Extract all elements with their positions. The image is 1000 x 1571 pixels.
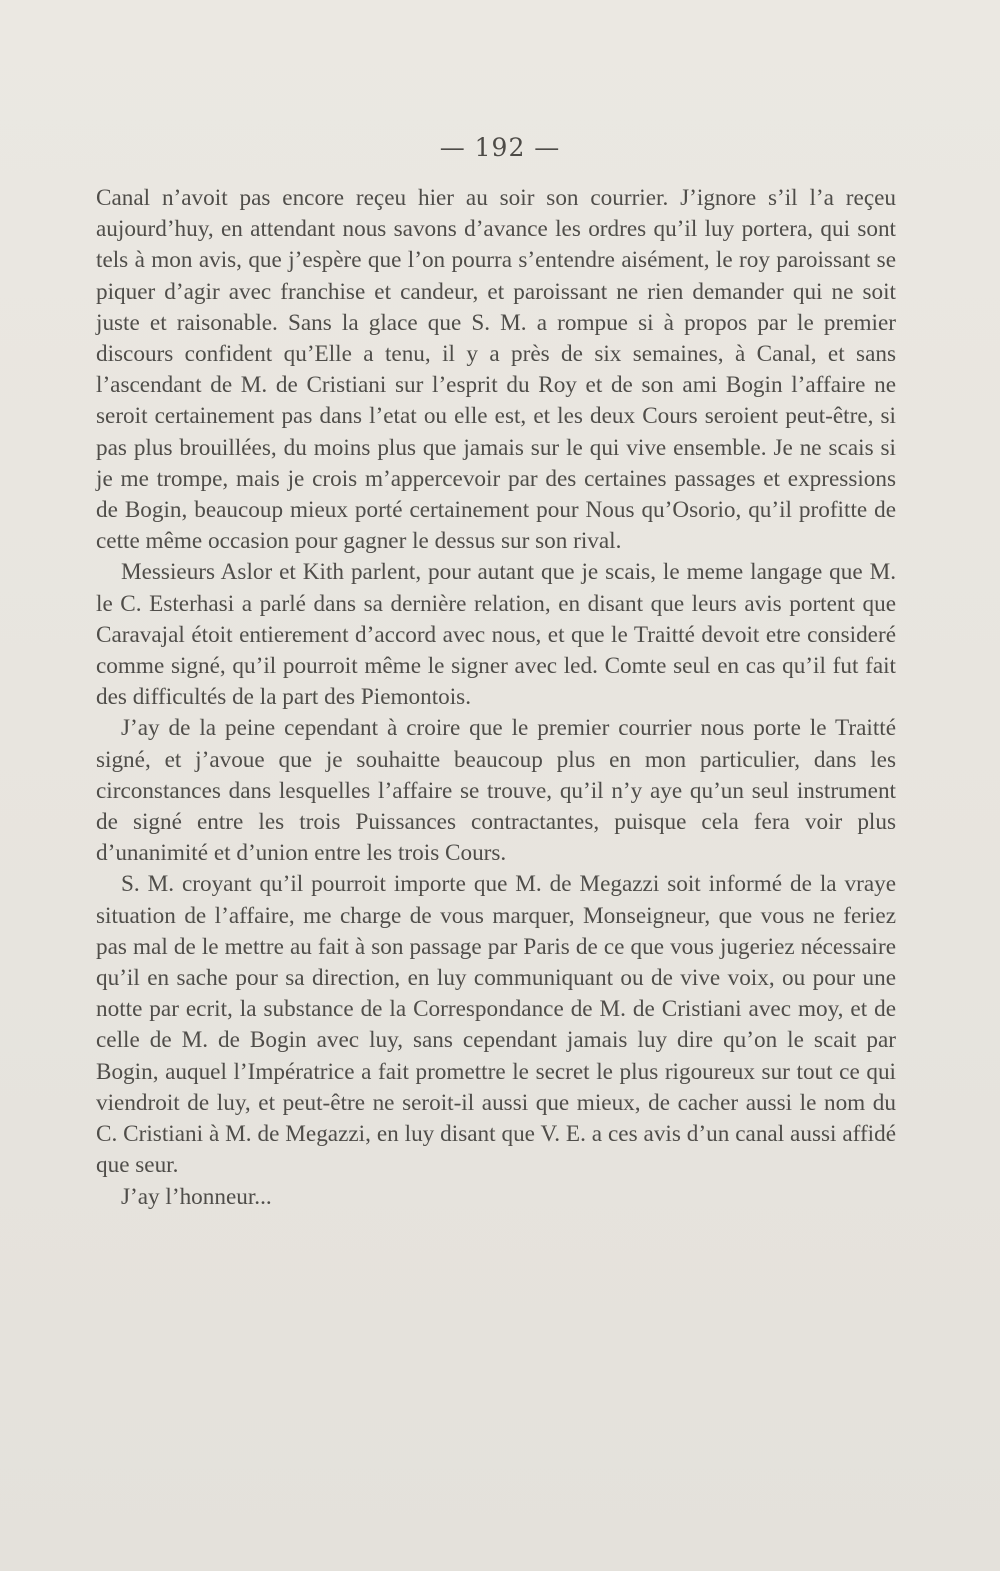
- page-number: — 192 —: [439, 133, 561, 162]
- body-text: [96, 183, 896, 1213]
- paragraph-2: Messieurs Aslor et Kith parlent, pour autant que je scais, le meme langage que M. le C. Esterhasi a parlé dans sa dernière relation, en disant que leurs avis portent que Caravajal étoit entierement d’accord avec nous, et que le Traitté devoit etre consideré comme signé, qu’il pourroit même le signer avec led. Comte seul en cas qu’il fut fait des difficultés de la part des Piemontois.: [96, 559, 896, 711]
- paragraph-1: Canal n’avoit pas encore reçeu hier au soir son courrier. J’ignore s’il l’a reçeu aujourd’huy, en attendant nous savons d’avance les ordres qu’il luy portera, qui sont tels à mon avis, que j’espère que l’on pourra s’entendre aisément, le roy paroissant se piquer d’agir avec franchise et candeur, et paroissant ne rien demander qui ne soit juste et raisonable. Sans la glace que S. M. a rompue si à propos par le premier discours confident qu’Elle a tenu, il y a près de six semaines, à Canal, et sans l’ascendant de M. de Cristiani sur l’esprit du Roy et de son ami Bogin l’affaire ne seroit certainement pas dans l’etat ou elle est, et les deux Cours seroient peut-être, si pas plus brouillées, du moins plus que jamais sur le qui vive ensemble. Je ne scais si je me trompe, mais je crois m’appercevoir par des certaines passages et expressions de Bogin, beaucoup mieux porté certainement pour Nous qu’Osorio, qu’il profitte de cette même occasion pour gagner le dessus sur son rival.: [96, 185, 896, 555]
- paragraph-4: S. M. croyant qu’il pourroit importe que M. de Megazzi soit informé de la vraye situation de l’affaire, me charge de vous marquer, Monseigneur, que vous ne feriez pas mal de le mettre au fait à son passage par Paris de ce que vous jugeriez nécessaire qu’il en sache pour sa direction, en luy communiquant ou de vive voix, ou pour une notte par ecrit, la substance de la Correspondance de M. de Cristiani avec moy, et de celle de M. de Bogin avec luy, sans cependant jamais luy dire qu’on le scait par Bogin, auquel l’Impératrice a fait promettre le secret le plus rigoureux sur tout ce qui viendroit de luy, et peut-être ne seroit-il aussi que mieux, de cacher aussi le nom du C. Cristiani à M. de Megazzi, en luy disant que V. E. a ces avis d’un canal aussi affidé que seur.: [96, 871, 896, 1179]
- closing-line: J’ay l’honneur...: [121, 1183, 272, 1210]
- paragraph-3: J’ay de la peine cependant à croire que le premier courrier nous porte le Traitté signé, et j’avoue que je souhaitte beaucoup plus en mon particulier, dans les circonstances dans lesquelles l’affaire se trouve, qu’il n’y aye qu’un seul instrument de signé entre les trois Puissances contractantes, puisque cela fera voir plus d’unanimité et d’union entre les trois Cours.: [96, 715, 896, 867]
